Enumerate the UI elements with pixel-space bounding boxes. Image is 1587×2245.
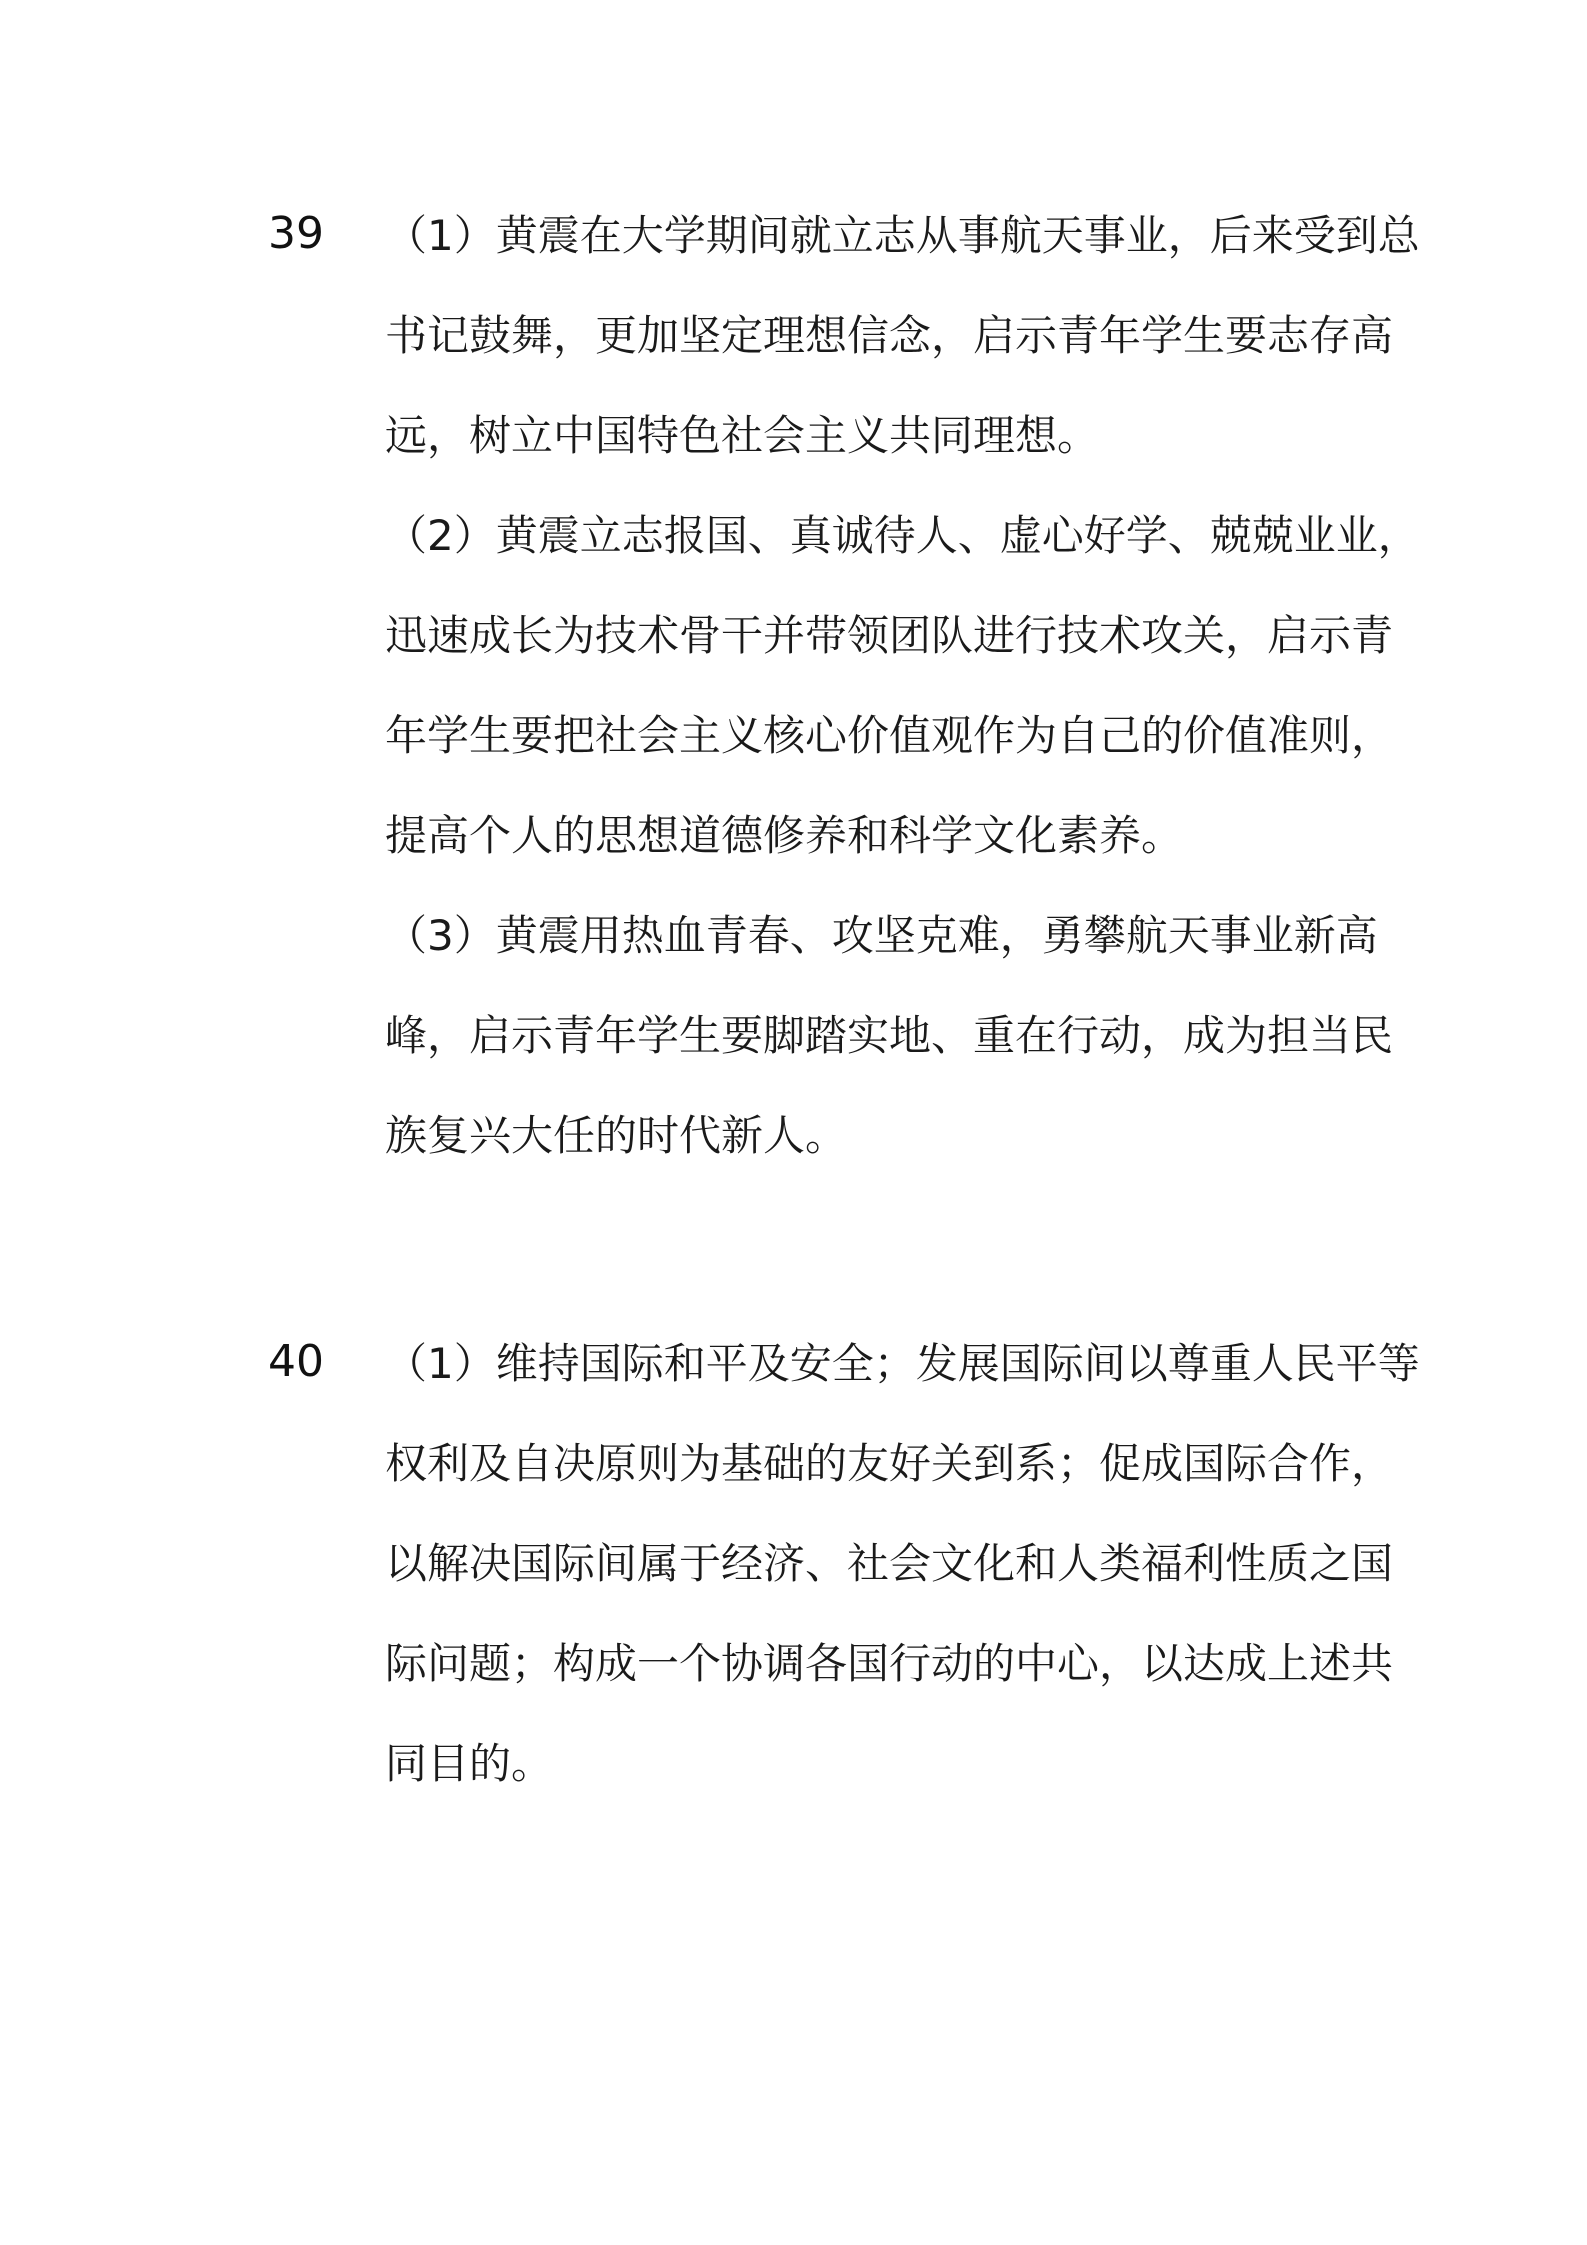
question-number-39: 39 <box>268 208 324 259</box>
answer-line: 远，树立中国特色社会主义共同理想。 <box>385 411 1100 460</box>
answer-line: （1）维持国际和平及安全；发展国际间以尊重人民平等 <box>385 1339 1420 1388</box>
answer-line: 际问题；构成一个协调各国行动的中心，以达成上述共 <box>385 1639 1394 1688</box>
answer-line: 迅速成长为技术骨干并带领团队进行技术攻关，启示青 <box>385 611 1394 660</box>
answer-line: 同目的。 <box>385 1739 554 1788</box>
answer-line: （1）黄震在大学期间就立志从事航天事业，后来受到总 <box>385 211 1420 260</box>
answer-line: 年学生要把社会主义核心价值观作为自己的价值准则， <box>385 711 1394 760</box>
answer-line: 以解决国际间属于经济、社会文化和人类福利性质之国 <box>385 1539 1394 1588</box>
question-number-40: 40 <box>268 1336 324 1387</box>
answer-line: （2）黄震立志报国、真诚待人、虚心好学、兢兢业业， <box>385 511 1420 560</box>
answer-line: （3）黄震用热血青春、攻坚克难，勇攀航天事业新高 <box>385 911 1378 960</box>
answer-line: 权利及自决原则为基础的友好关到系；促成国际合作， <box>385 1439 1394 1488</box>
answer-line: 族复兴大任的时代新人。 <box>385 1111 848 1160</box>
answer-block-40 <box>385 1314 1445 1814</box>
answer-block-39 <box>385 186 1445 1186</box>
answer-line: 提高个人的思想道德修养和科学文化素养。 <box>385 811 1184 860</box>
answer-line: 书记鼓舞，更加坚定理想信念，启示青年学生要志存高 <box>385 311 1394 360</box>
answer-line: 峰，启示青年学生要脚踏实地、重在行动，成为担当民 <box>385 1011 1394 1060</box>
